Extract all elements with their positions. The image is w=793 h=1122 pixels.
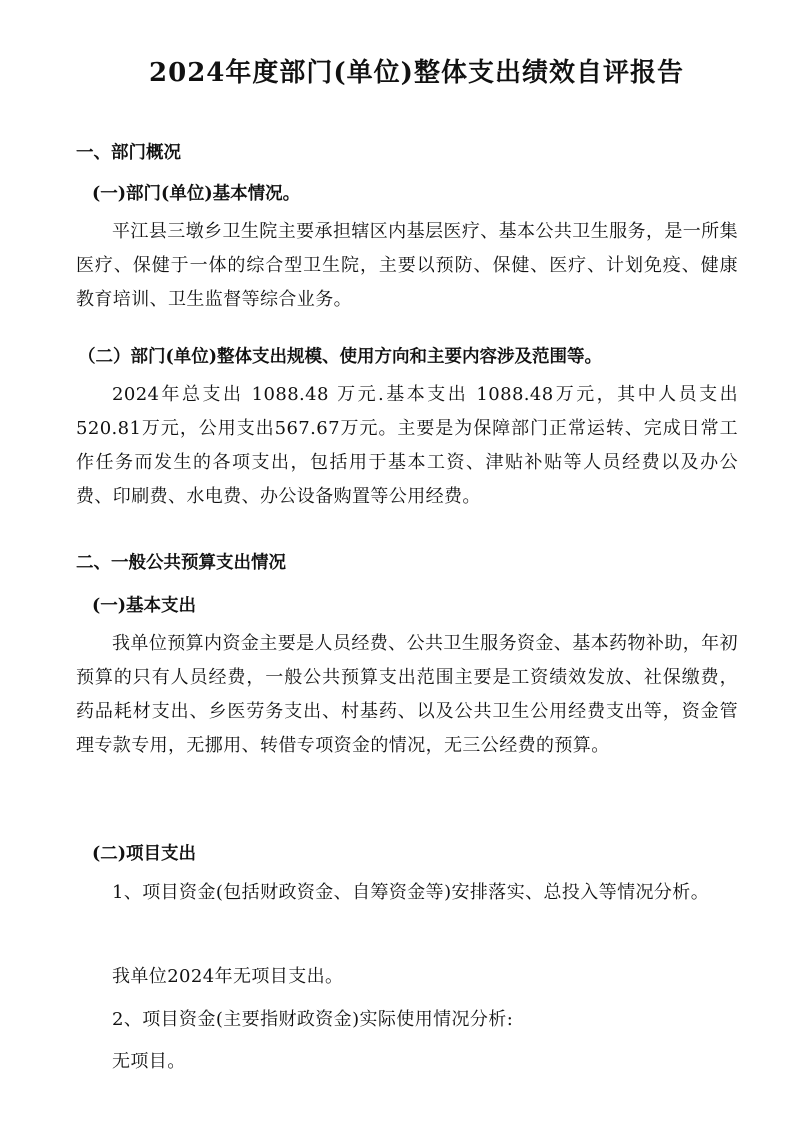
- paragraph-basic-info: 平江县三墩乡卫生院主要承担辖区内基层医疗、基本公共卫生服务，是一所集医疗、保健于一体的综合型卫生院，主要以预防、保健、医疗、计划免疫、健康教育培训、卫生监督等综合业务。: [76, 221, 738, 310]
- subsection-heading-expenditure-scale: （二）部门(单位)整体支出规模、使用方向和主要内容涉及范围等。: [78, 347, 603, 367]
- document-title: 2024年度部门(单位)整体支出绩效自评报告: [149, 58, 684, 88]
- paragraph-project-item-2: 2、项目资金(主要指财政资金)实际使用情况分析:: [112, 1009, 514, 1030]
- paragraph-project-item-2-answer: 无项目。: [112, 1051, 186, 1072]
- section-heading-general-budget: 二、一般公共预算支出情况: [76, 553, 286, 573]
- section-heading-overview: 一、部门概况: [76, 143, 181, 163]
- paragraph-project-item-1-answer: 我单位2024年无项目支出。: [112, 966, 344, 987]
- subsection-heading-project-expenditure: (二)项目支出: [92, 844, 197, 864]
- paragraph-basic-expenditure: 我单位预算内资金主要是人员经费、公共卫生服务资金、基本药物补助，年初预算的只有人员经费，一般公共预算支出范围主要是工资绩效发放、社保缴费，药品耗材支出、乡医劳务支出、村基药、以及公共卫生公用经费支出等，资金管理专款专用，无挪用、转借专项资金的情况，无三公经费的预算。: [76, 633, 738, 756]
- paragraph-project-item-1: 1、项目资金(包括财政资金、自筹资金等)安排落实、总投入等情况分析。: [112, 882, 710, 903]
- subsection-heading-basic-info: (一)部门(单位)基本情况。: [92, 184, 301, 204]
- paragraph-expenditure-scale: 2024年总支出 1088.48 万元.基本支出 1088.48万元，其中人员支出520.81万元，公用支出567.67万元。主要是为保障部门正常运转、完成日常工作任务而发生的各项支出，包括用于基本工资、津贴补贴等人员经费以及办公费、印刷费、水电费、办公设备购置等公用经费。: [76, 384, 738, 507]
- subsection-heading-basic-expenditure: (一)基本支出: [92, 596, 197, 616]
